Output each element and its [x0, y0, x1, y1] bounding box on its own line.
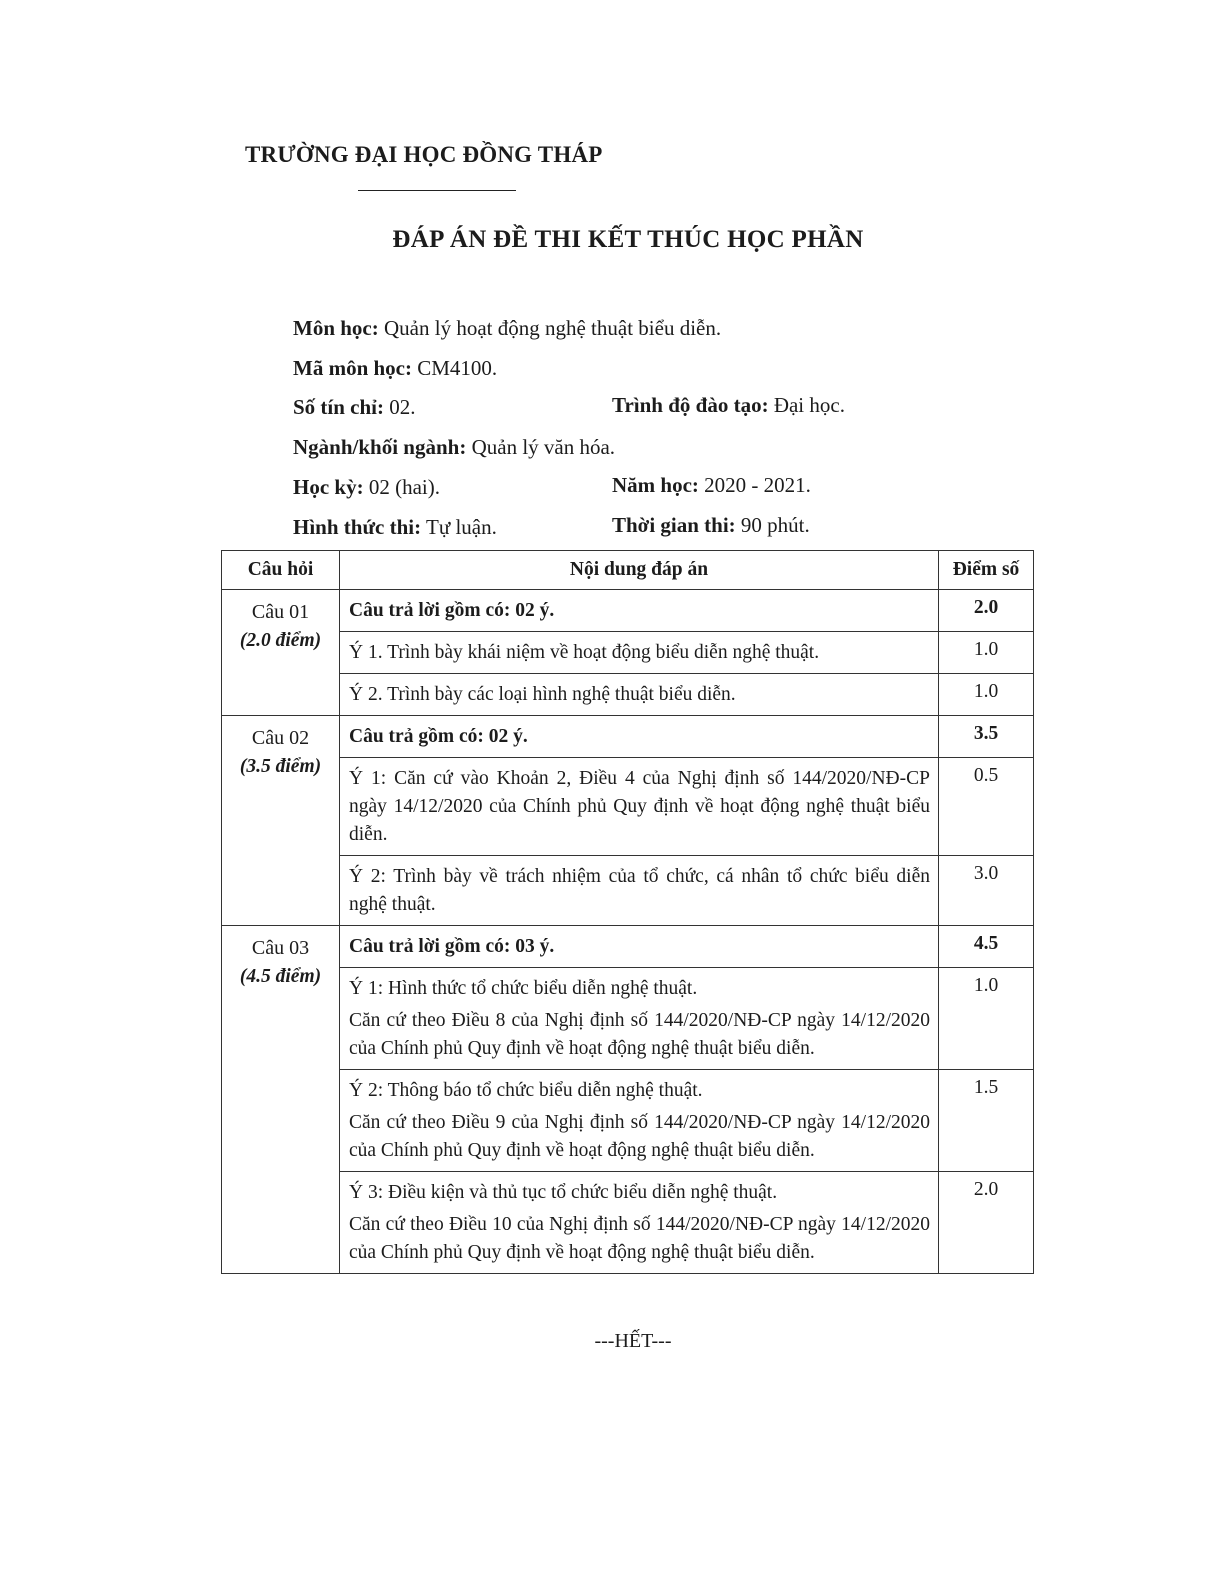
answer-table [221, 550, 1034, 1274]
semester-label: Học kỳ: [293, 475, 364, 499]
info-format [293, 515, 497, 540]
table-row [222, 926, 1034, 968]
table-row [222, 632, 1034, 674]
answer-item [340, 1172, 939, 1274]
item-score: 1.0 [939, 674, 1034, 716]
end-marker: ---HẾT--- [594, 1330, 672, 1352]
item-score: 2.0 [939, 1172, 1034, 1274]
table-row [222, 968, 1034, 1070]
major-value: Quản lý văn hóa. [466, 435, 616, 459]
answer-item [340, 968, 939, 1070]
table-row [222, 590, 1034, 632]
answer-item-reference: Căn cứ theo Điều 10 của Nghị định số 144/2020/NĐ-CP ngày 14/12/2020 của Chính phủ Quy định về hoạt động nghệ thuật biểu diễn. [349, 1214, 930, 1263]
item-score: 1.0 [939, 968, 1034, 1070]
summary-score: 3.5 [939, 716, 1034, 758]
item-score: 0.5 [939, 758, 1034, 856]
subject-label: Môn học: [293, 316, 379, 340]
answer-item [340, 1070, 939, 1172]
table-row [222, 674, 1034, 716]
question-number: Câu 03 [251, 937, 310, 959]
question-cell [222, 926, 340, 1274]
info-level [612, 393, 845, 418]
level-label: Trình độ đào tạo: [612, 393, 769, 417]
time-value: 90 phút. [735, 513, 810, 537]
question-points: (3.5 điểm) [239, 756, 322, 777]
answer-item-title: Ý 2: Thông báo tổ chức biểu diễn nghệ thuật. [349, 1080, 703, 1101]
header-content: Nội dung đáp án [340, 551, 939, 590]
answer-item-title: Ý 3: Điều kiện và thủ tục tổ chức biểu diễn nghệ thuật. [349, 1182, 778, 1203]
format-value: Tự luận. [421, 515, 497, 539]
answer-item-reference: Căn cứ theo Điều 8 của Nghị định số 144/2020/NĐ-CP ngày 14/12/2020 của Chính phủ Quy định về hoạt động nghệ thuật biểu diễn. [349, 1010, 930, 1059]
credits-label: Số tín chỉ: [293, 395, 385, 419]
major-label: Ngành/khối ngành: [293, 435, 467, 459]
table-row [222, 1172, 1034, 1274]
answer-item: Ý 1: Căn cứ vào Khoản 2, Điều 4 của Nghị định số 144/2020/NĐ-CP ngày 14/12/2020 của Chính phủ Quy định về hoạt động nghệ thuật biểu diễn. [340, 758, 939, 856]
year-value: 2020 - 2021. [698, 473, 811, 497]
question-points: (2.0 điểm) [239, 630, 322, 651]
info-semester [293, 475, 440, 500]
question-number: Câu 01 [251, 601, 310, 623]
code-label: Mã môn học: [293, 356, 412, 380]
document-title: ĐÁP ÁN ĐỀ THI KẾT THÚC HỌC PHẦN [392, 226, 864, 253]
answer-item: Ý 2. Trình bày các loại hình nghệ thuật biểu diễn. [340, 674, 939, 716]
table-row [222, 1070, 1034, 1172]
question-cell [222, 716, 340, 926]
subject-value: Quản lý hoạt động nghệ thuật biểu diễn. [378, 316, 722, 340]
level-value: Đại học. [768, 393, 845, 417]
question-summary: Câu trả gồm có: 02 ý. [340, 716, 939, 758]
summary-score: 2.0 [939, 590, 1034, 632]
info-year [612, 473, 811, 498]
answer-item-title: Ý 1: Hình thức tổ chức biểu diễn nghệ thuật. [349, 978, 698, 999]
semester-value: 02 (hai). [363, 475, 440, 499]
info-code [293, 356, 497, 381]
info-major [293, 435, 615, 460]
answer-item-reference: Căn cứ theo Điều 9 của Nghị định số 144/2020/NĐ-CP ngày 14/12/2020 của Chính phủ Quy định về hoạt động nghệ thuật biểu diễn. [349, 1112, 930, 1161]
item-score: 1.5 [939, 1070, 1034, 1172]
question-summary: Câu trả lời gồm có: 02 ý. [340, 590, 939, 632]
header-score: Điểm số [939, 551, 1034, 590]
question-points: (4.5 điểm) [239, 966, 322, 987]
item-score: 3.0 [939, 856, 1034, 926]
table-row [222, 758, 1034, 856]
item-score: 1.0 [939, 632, 1034, 674]
info-subject [293, 316, 721, 341]
answer-item: Ý 2: Trình bày về trách nhiệm của tổ chức, cá nhân tổ chức biểu diễn nghệ thuật. [340, 856, 939, 926]
time-label: Thời gian thi: [612, 513, 736, 537]
answer-item: Ý 1. Trình bày khái niệm về hoạt động biểu diễn nghệ thuật. [340, 632, 939, 674]
school-name: TRƯỜNG ĐẠI HỌC ĐỒNG THÁP [245, 142, 603, 167]
table-header-row [222, 551, 1034, 590]
credits-value: 02. [384, 395, 416, 419]
header-divider [358, 190, 516, 191]
question-cell [222, 590, 340, 716]
info-credits [293, 395, 416, 420]
summary-score: 4.5 [939, 926, 1034, 968]
table-row [222, 716, 1034, 758]
info-time [612, 513, 810, 538]
year-label: Năm học: [612, 473, 699, 497]
question-summary: Câu trả lời gồm có: 03 ý. [340, 926, 939, 968]
code-value: CM4100. [412, 356, 498, 380]
table-row [222, 856, 1034, 926]
format-label: Hình thức thi: [293, 515, 422, 539]
header-question: Câu hỏi [222, 551, 340, 590]
question-number: Câu 02 [251, 727, 310, 749]
